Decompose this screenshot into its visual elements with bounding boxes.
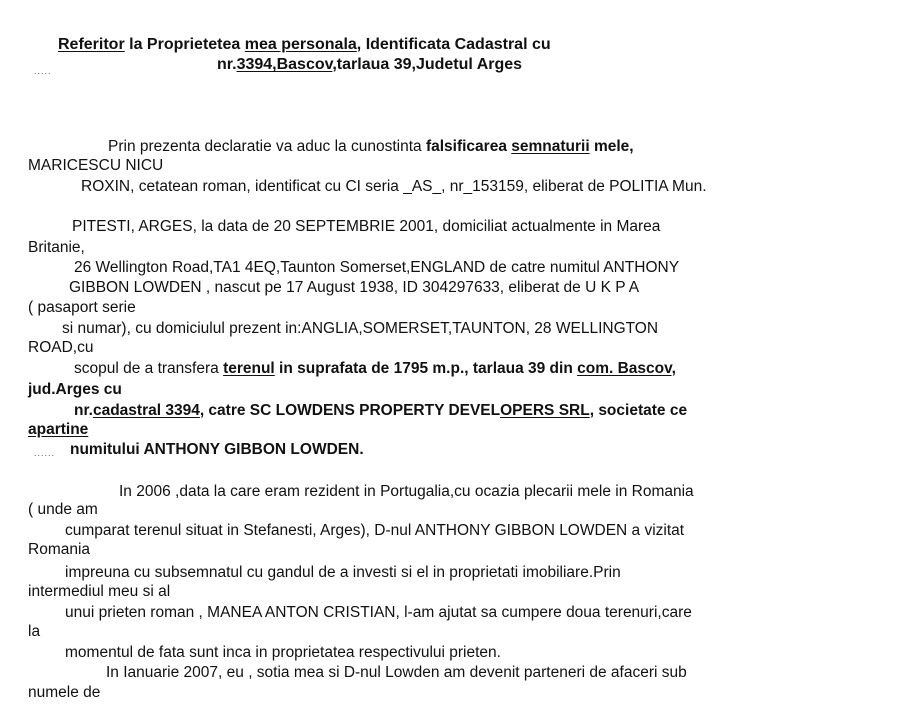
paragraph-2-line-2: ( unde am — [28, 501, 98, 518]
paragraph-1-line-10: ROAD,cu — [28, 339, 94, 356]
paragraph-1-line-3: ROXIN, cetatean roman, identificat cu CI seria _AS_, nr_153159, eliberat de POLITIA Mun. — [81, 178, 707, 195]
paragraph-1-line-13 — [74, 402, 687, 420]
bold-underlined-text: semnaturii — [511, 138, 590, 155]
bold-text: falsificarea — [425, 138, 512, 155]
paragraph-1-line-8: ( pasaport serie — [28, 299, 136, 316]
paragraph-1-line-1 — [108, 138, 634, 156]
bold-text: nr. — [74, 402, 93, 419]
header-text: la Proprietetea — [124, 36, 245, 53]
paragraph-1-line-15: numitului ANTHONY GIBBON LOWDEN. — [70, 441, 364, 458]
bold-text: , catre SC LOWDENS PROPERTY DEVEL — [199, 402, 501, 419]
paragraph-2-line-1: In 2006 ,data la care eram rezident in Portugalia,cu ocazia plecarii mele in Romania — [119, 483, 694, 500]
paragraph-2-line-3: cumparat terenul situat in Stefanesti, Arges), D-nul ANTHONY GIBBON LOWDEN a vizitat — [65, 522, 685, 539]
paragraph-2-line-7: unui prieten roman , MANEA ANTON CRISTIAN, l-am ajutat sa cumpere doua terenuri,care — [65, 604, 692, 621]
bold-underlined-text: OPERS SRL — [500, 402, 590, 419]
paragraph-1-line-7: GIBBON LOWDEN , nascut pe 17 August 1938, ID 304297633, eliberat de U K P A — [69, 279, 640, 296]
header-line-2 — [217, 56, 522, 74]
header-line-1 — [58, 36, 551, 54]
text-segment: Prin prezenta declaratie va aduc la cunostinta — [108, 138, 426, 155]
bold-underlined-text: cadastral 3394 — [92, 402, 200, 419]
paragraph-1-line-12: jud.Arges cu — [28, 381, 122, 398]
paragraph-1-line-2: MARICESCU NICU — [28, 157, 164, 174]
paragraph-2-line-8: la — [28, 623, 41, 640]
header-underlined-text: mea personala — [244, 36, 357, 53]
header-underlined-text: 3394,Bascov — [236, 56, 333, 73]
paragraph-2-line-5: impreuna cu subsemnatul cu gandul de a investi si el in proprietati imobiliare.Prin — [65, 564, 621, 581]
header-text: , Identificata Cadastral cu — [356, 36, 551, 53]
header-word: Referitor — [58, 36, 125, 53]
bold-text: , societate ce — [589, 402, 688, 419]
margin-dots: ...... — [34, 448, 56, 458]
paragraph-1-line-6: 26 Wellington Road,TA1 4EQ,Taunton Somerset,ENGLAND de catre numitul ANTHONY — [74, 259, 680, 276]
header-text: nr. — [217, 56, 237, 73]
bold-text: , — [671, 360, 676, 377]
paragraph-2-line-6: intermediul meu si al — [28, 583, 171, 600]
paragraph-1-line-11 — [74, 360, 676, 378]
paragraph-1-line-5: Britanie, — [28, 239, 85, 256]
paragraph-3-line-1: In Ianuarie 2007, eu , sotia mea si D-nul Lowden am devenit parteneri de afaceri sub — [106, 664, 687, 681]
bold-underlined-text: com. Bascov — [577, 360, 672, 377]
paragraph-2-line-9: momentul de fata sunt inca in proprietatea respectivului prieten. — [65, 644, 501, 661]
paragraph-2-line-4: Romania — [28, 541, 91, 558]
bold-text: in suprafata de 1795 m.p., tarlaua 39 din — [274, 360, 578, 377]
bold-text: mele, — [589, 138, 634, 155]
margin-dots: ..... — [34, 66, 52, 76]
header-text: ,tarlaua 39,Judetul Arges — [332, 56, 523, 73]
text-segment: scopul de a transfera — [74, 360, 224, 377]
paragraph-1-line-14: apartine — [28, 421, 89, 438]
paragraph-1-line-4: PITESTI, ARGES, la data de 20 SEPTEMBRIE 2001, domiciliat actualmente in Marea — [72, 218, 661, 235]
bold-underlined-text: terenul — [223, 360, 275, 377]
paragraph-3-line-2: numele de — [28, 684, 101, 701]
paragraph-1-line-9: si numar), cu domiciulul prezent in:ANGLIA,SOMERSET,TAUNTON, 28 WELLINGTON — [62, 320, 659, 337]
